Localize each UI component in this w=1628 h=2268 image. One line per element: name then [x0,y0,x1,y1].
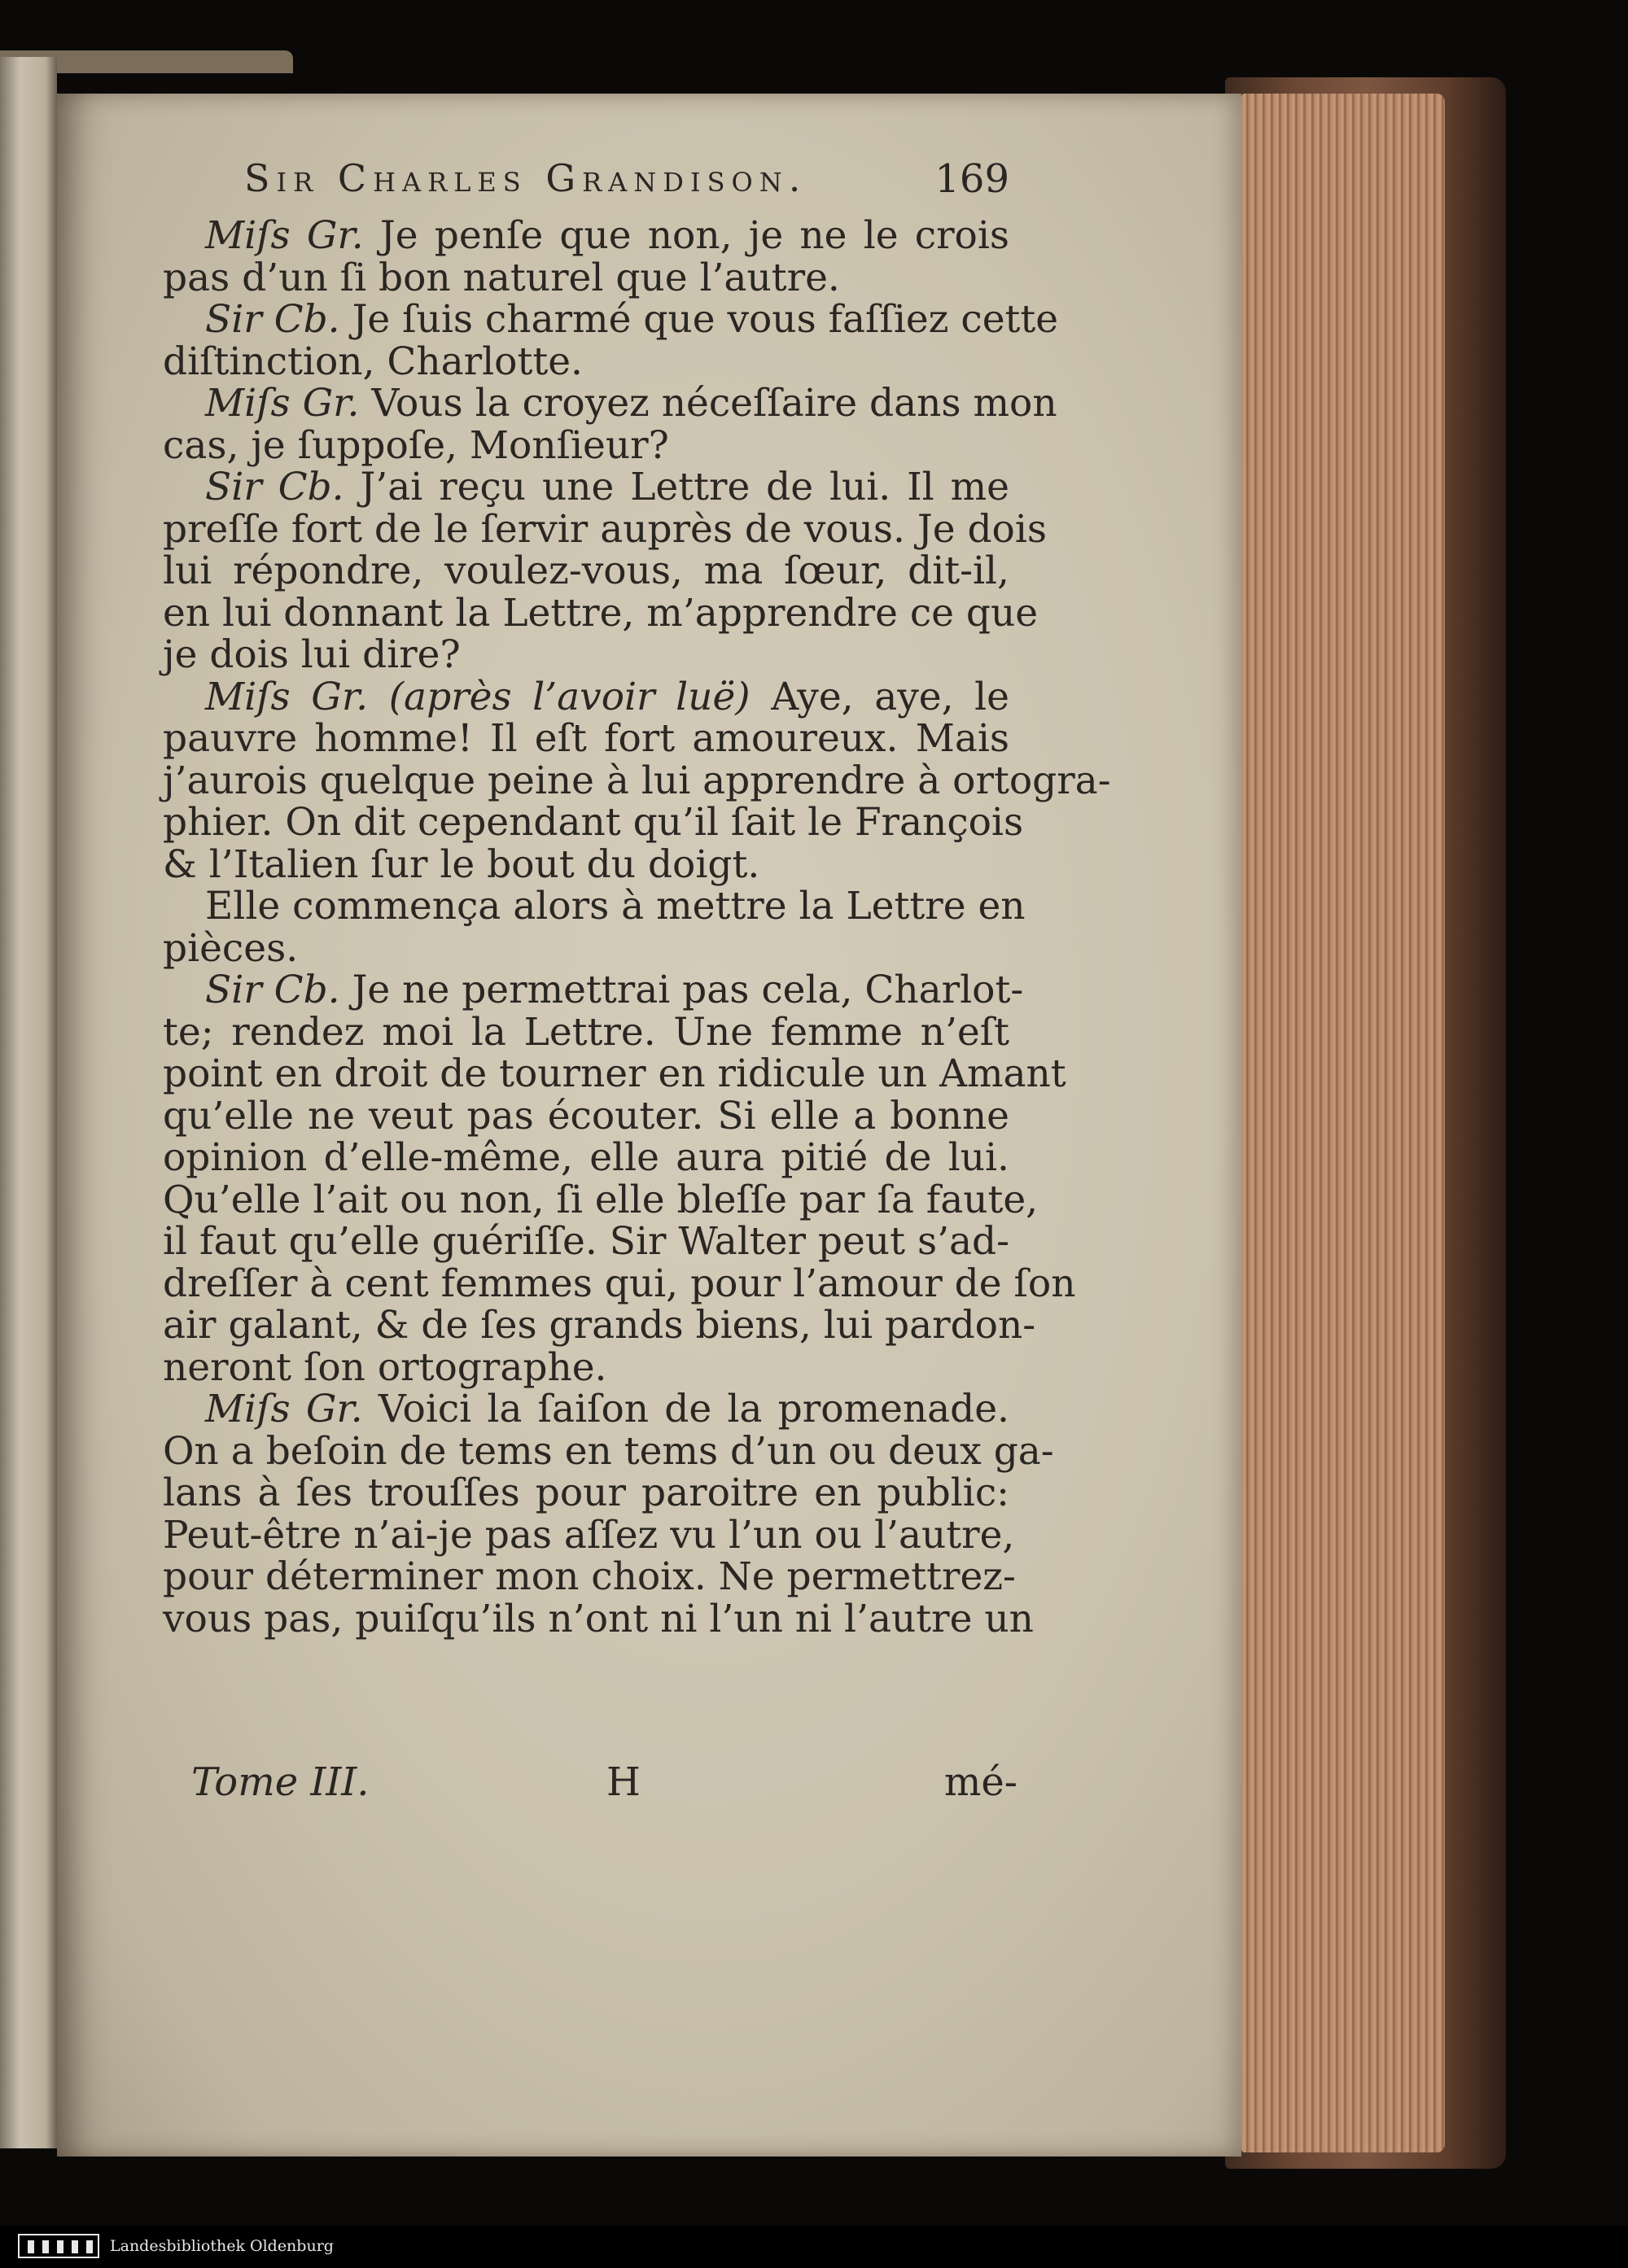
text-line [163,339,583,385]
page-edges [1241,94,1445,2152]
line-text: Peut-être n’ai-je pas aſſez vu l’un ou l’autre, [163,1512,1015,1558]
text-line [205,884,1026,929]
line-text: Je ſuis charmé que vous faſſiez cette [352,297,1059,342]
text-line [163,1303,1036,1348]
line-text: Je penſe que non, je ne le crois [379,213,1009,258]
text-line [163,506,1048,553]
speaker-label: Miſs Gr. [205,1387,363,1431]
speaker-label: Sir Cb. [205,297,340,342]
text-line [163,1596,1034,1642]
text-line [205,465,1009,510]
line-text: Vous la croyez néceſſaire dans mon [371,381,1057,426]
line-text: Elle commença alors à mettre la Lettre en [205,884,1026,929]
text-line [163,800,1024,846]
speaker-label: Miſs Gr. [205,381,360,426]
catchword: mé- [943,1759,1017,1805]
text-line [205,1387,1009,1432]
line-text: neront ſon ortographe. [163,1344,607,1390]
page-footer [191,1759,1017,1808]
line-text: & l’Italien ſur le bout du doigt. [163,841,760,887]
text-line [205,297,1059,343]
speaker-label: Miſs Gr. [205,674,369,719]
signature-mark: H [606,1759,641,1805]
text-line [163,926,298,972]
line-text: il faut qu’elle guériſſe. Sir Walter peut s’ad- [163,1219,1009,1264]
line-text: cas, je ſuppoſe, Monſieur? [163,422,669,468]
line-text: vous pas, puiſqu’ils n’ont ni l’un ni l’autre un [163,1596,1034,1641]
line-text: pièces. [163,925,299,971]
text-line [163,1345,606,1391]
line-text: phier. On dit cependant qu’il ſait le François [163,800,1024,845]
line-text: pas d’un ſi bon naturel que l’autre. [163,255,840,300]
line-text: Qu’elle l’ait ou non, ſi elle bleſſe par ſa faute, [163,1177,1039,1222]
line-text: Aye, aye, le [771,674,1009,719]
text-line [163,1094,1009,1139]
stage-direction: (après l’avoir luë) [388,674,751,719]
line-text: preſſe fort de le ſervir auprès de vous. Je dois [163,506,1048,552]
line-text: j’aurois quelque peine à lui apprendre à ortogra- [163,758,1111,803]
line-text: lans à ſes trouſſes pour paroitre en public: [163,1470,1009,1515]
line-text: On a beſoin de tems en tems d’un ou deux ga- [163,1428,1054,1474]
line-text: pauvre homme! Il eſt fort amoureux. Mais [163,716,1009,761]
running-head [244,156,1009,213]
text-line [163,1177,1039,1223]
text-line [163,1554,1016,1600]
text-line [163,632,461,678]
left-page-edge [0,57,57,2148]
text-line [205,213,1009,259]
text-line [205,675,1009,720]
text-line [163,1470,1009,1516]
text-line [205,968,1024,1013]
line-text: opinion d’elle-même, elle aura pitié de lui. [163,1135,1009,1180]
volume-label: Tome III. [191,1759,370,1805]
running-title: Sir Charles Grandison. [244,156,807,200]
text-line [163,842,759,888]
text-line [163,1219,1009,1265]
library-name: Landesbibliothek Oldenburg [110,2237,334,2255]
line-text: Je ne permettrai pas cela, Charlot- [352,968,1024,1012]
text-line [163,256,840,301]
text-line [163,1261,1076,1307]
text-line [163,1010,1009,1055]
line-text: je dois lui dire? [163,632,461,677]
library-logo [18,2234,99,2258]
line-text: air galant, & de ſes grands biens, lui pardon- [163,1303,1036,1348]
line-text: dreſſer à cent femmes qui, pour l’amour de ſon [163,1261,1076,1306]
text-line [163,758,1111,804]
text-line [163,1428,1054,1475]
line-text: J’ai reçu une Lettre de lui. Il me [360,465,1009,509]
line-text: te; rendez moi la Lettre. Une femme n’eſt [163,1009,1009,1055]
line-text: en lui donnant la Lettre, m’apprendre ce que [163,590,1039,636]
text-line [163,1135,1009,1181]
text-line [163,1512,1015,1558]
text-line [163,1051,1066,1097]
text-line [205,381,1057,426]
text-line [163,548,1009,594]
text-line [163,590,1039,636]
line-text: pour déterminer mon choix. Ne permettrez- [163,1554,1016,1599]
text-line [163,716,1009,762]
speaker-label: Miſs Gr. [205,213,364,258]
line-text: point en droit de tourner en ridicule un Amant [163,1051,1066,1096]
speaker-label: Sir Cb. [205,968,340,1012]
line-text: Voici la ſaiſon de la promenade. [378,1387,1009,1431]
page-number: 169 [934,156,1009,202]
line-text: lui répondre, voulez-vous, ma ſœur, dit-il, [163,548,1009,593]
line-text: qu’elle ne veut pas écouter. Si elle a bonne [163,1093,1009,1138]
line-text: diſtinction, Charlotte. [163,339,583,384]
speaker-label: Sir Cb. [205,465,344,509]
text-line [163,423,669,469]
